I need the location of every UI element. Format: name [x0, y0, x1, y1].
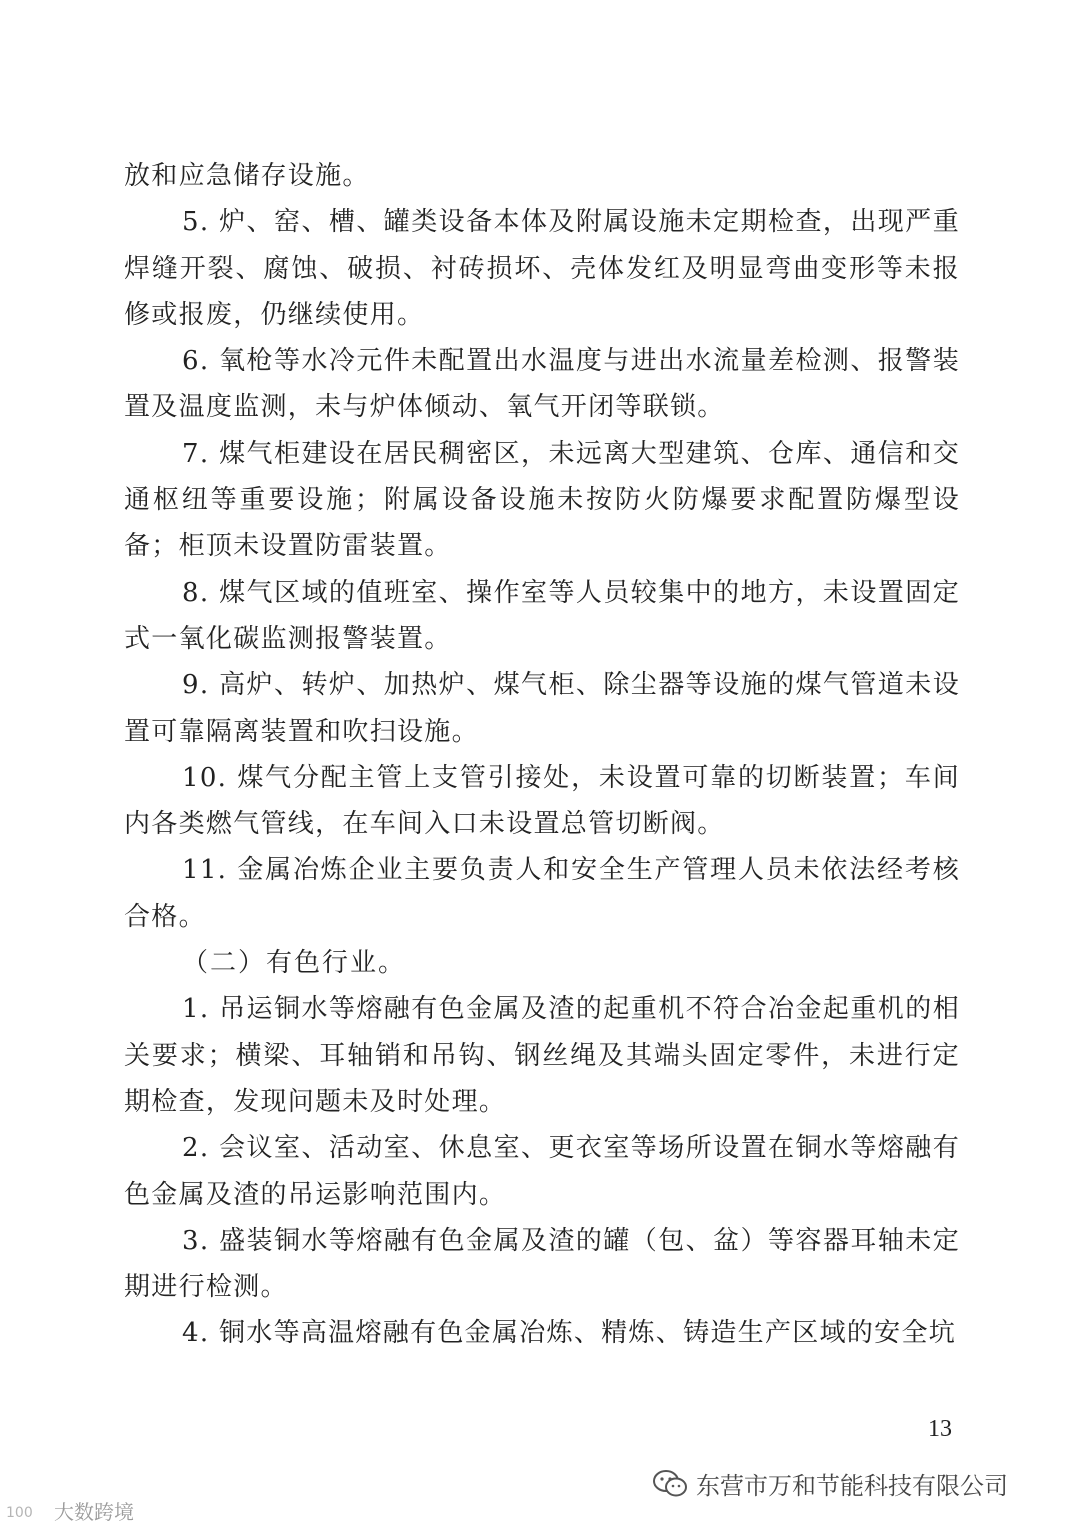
- list-item: 10. 煤气分配主管上支管引接处，未设置可靠的切断装置；车间内各类燃气管线，在车间入口未设置总管切断阀。: [124, 762, 960, 840]
- svg-text:100: 100: [6, 1504, 33, 1521]
- watermark: [652, 1466, 1008, 1501]
- wechat-icon: [652, 1469, 688, 1499]
- list-item: 4. 铜水等高温熔融有色金属冶炼、精炼、铸造生产区域的安全坑: [182, 1318, 957, 1349]
- list-item: 11. 金属冶炼企业主要负责人和安全生产管理人员未依法经考核合格。: [124, 855, 960, 932]
- site-label: 大数跨境: [54, 1500, 134, 1524]
- section-heading: （二）有色行业。: [182, 948, 407, 979]
- list-item: 6. 氧枪等水冷元件未配置出水温度与进出水流量差检测、报警装置及温度监测，未与炉体倾动、氧气开闭等联锁。: [124, 346, 960, 423]
- document-body: [124, 153, 960, 1357]
- site-watermark: [4, 1496, 134, 1525]
- list-item: 5. 炉、窑、槽、罐类设备本体及附属设施未定期检查，出现严重焊缝开裂、腐蚀、破损、衬砖损坏、壳体发红及明显弯曲变形等未报修或报废，仍继续使用。: [124, 207, 960, 330]
- paragraph-continuation: 放和应急储存设施。: [124, 161, 370, 191]
- list-item: 2. 会议室、活动室、休息室、更衣室等场所设置在铜水等熔融有色金属及渣的吊运影响范围内。: [124, 1133, 960, 1210]
- page-number: 13: [928, 1416, 952, 1442]
- list-item: 9. 高炉、转炉、加热炉、煤气柜、除尘器等设施的煤气管道未设置可靠隔离装置和吹扫设施。: [124, 670, 960, 747]
- list-item: 7. 煤气柜建设在居民稠密区，未远离大型建筑、仓库、通信和交通枢纽等重要设施；附属设备设施未按防火防爆要求配置防爆型设备；柜顶未设置防雷装置。: [124, 438, 960, 562]
- list-item: 3. 盛装铜水等熔融有色金属及渣的罐（包、盆）等容器耳轴未定期进行检测。: [124, 1225, 960, 1303]
- list-item: 8. 煤气区域的值班室、操作室等人员较集中的地方，未设置固定式一氧化碳监测报警装置。: [124, 577, 960, 654]
- watermark-company: 东营市万和节能科技有限公司: [696, 1472, 1008, 1500]
- site-logo-icon: [4, 1497, 48, 1525]
- list-item: 1. 吊运铜水等熔融有色金属及渣的起重机不符合冶金起重机的相关要求；横梁、耳轴销和吊钩、钢丝绳及其端头固定零件，未进行定期检查，发现问题未及时处理。: [124, 994, 960, 1117]
